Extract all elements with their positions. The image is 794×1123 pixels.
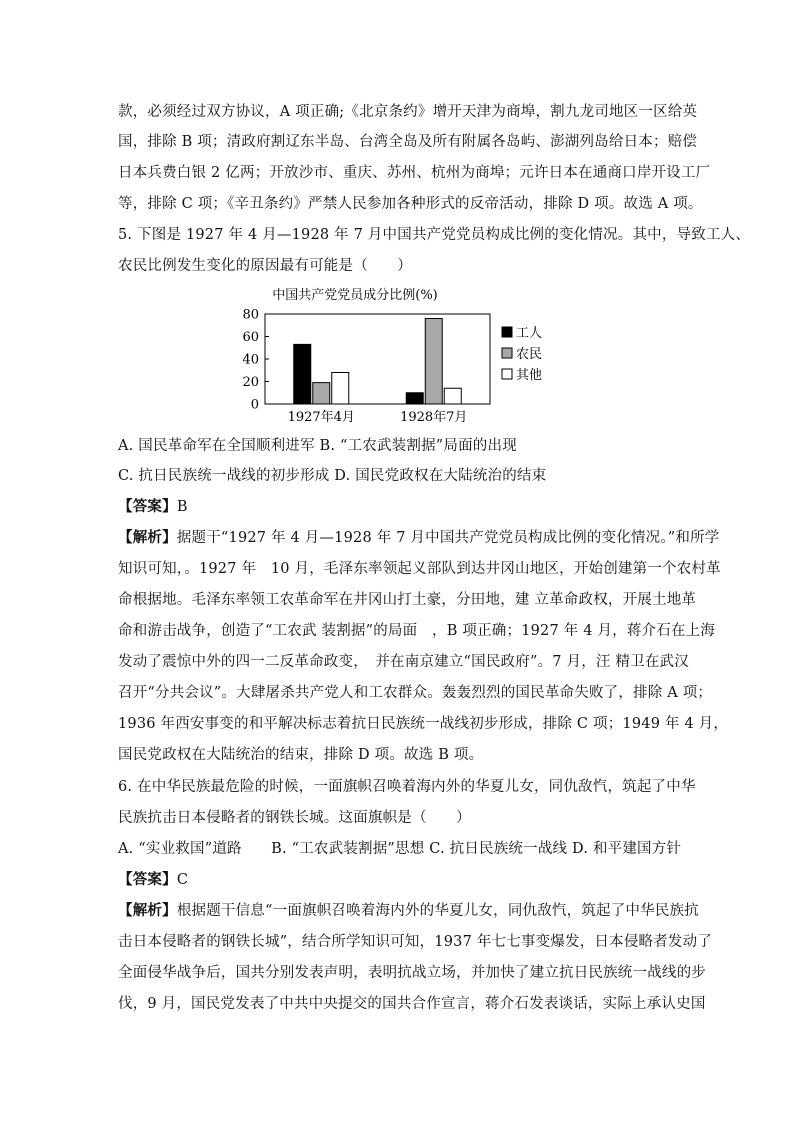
bar-工人-1927年4月 xyxy=(294,344,311,404)
bar-农民-1928年7月 xyxy=(425,319,442,405)
paragraph-line: 国，排除 B 项；清政府割辽东半岛、台湾全岛及所有附属各岛屿、澎湖列岛给日本；赔偿 xyxy=(118,134,698,150)
y-tick-label: 0 xyxy=(250,397,259,413)
question-6-stem: 6. 在中华民族最危险的时候，一面旗帜召唤着海内外的华夏儿女，同仇敌忾，筑起了中华 xyxy=(118,779,696,795)
question-5-options: C. 抗日民族统一战线的初步形成 D. 国民党政权在大陆统治的结束 xyxy=(118,468,547,484)
x-tick-label: 1927年4月 xyxy=(287,410,355,425)
analysis-line: 命根据地。毛泽东率领工农革命军在井冈山打土豪，分田地，建 立革命政权，开展土地革 xyxy=(118,592,697,608)
analysis-line: 伐，9 月，国民党发表了中共中央提交的国共合作宣言，蒋介石发表谈话，实际上承认史国 xyxy=(118,996,706,1012)
question-5-answer xyxy=(118,498,688,516)
bar-工人-1928年7月 xyxy=(406,393,423,404)
bar-农民-1927年4月 xyxy=(313,383,330,404)
chart-bars xyxy=(294,319,462,405)
question-6-analysis xyxy=(118,902,699,920)
analysis-line: 召开“分共会议”。大肆屠杀共产党人和工农群众。轰轰烈烈的国民革命失败了，排除 A 项； xyxy=(118,685,713,701)
y-tick-label: 40 xyxy=(242,352,259,368)
analysis-line: 知识可知，。1927 年 10 月，毛泽东率领起义部队到达井冈山地区，开始创建第一个农村革 xyxy=(118,561,721,577)
question-5-stem: 5. 下图是 1927 年 4 月—1928 年 7 月中国共产党党员构成比例的变化情况。其中，导致工人、 xyxy=(118,227,751,243)
question-5-analysis xyxy=(118,529,720,547)
question-6-answer xyxy=(118,871,688,889)
party-member-composition-chart xyxy=(230,284,560,432)
bar-其他-1928年7月 xyxy=(444,388,461,404)
analysis-line: 击日本侵略者的钢铁长城”，结合所学知识可知，1937 年七七事变爆发，日本侵略者发动了 xyxy=(118,934,713,950)
x-tick-label: 1928年7月 xyxy=(400,410,468,425)
analysis-line: 1936 年西安事变的和平解决标志着抗日民族统一战线初步形成，排除 C 项；1949 年 4 月， xyxy=(118,716,729,732)
analysis-tag: 【解析】 xyxy=(118,902,177,919)
analysis-tag: 【解析】 xyxy=(118,529,177,546)
analysis-line: 命和游击战争，创造了“工农武 装割据”的局面 ，B 项正确；1927 年 4 月，蒋介石在上海 xyxy=(118,623,716,639)
question-5-stem: 农民比例发生变化的原因最有可能是（ ） xyxy=(118,258,412,274)
paragraph-line: 款，必须经过双方协议，A 项正确;《北京条约》增开天津为商埠，割九龙司地区一区给英 xyxy=(118,104,698,120)
paragraph-line: 等，排除 C 项；《辛丑条约》严禁人民参加各种形式的反帝活动，排除 D 项。故选 A 项。 xyxy=(118,196,703,212)
bar-其他-1927年4月 xyxy=(332,373,349,405)
chart-x-ticks xyxy=(288,409,468,425)
analysis-text: 根据题干信息“一面旗帜召唤着海内外的华夏儿女，同仇敌忾，筑起了中华民族抗 xyxy=(176,903,699,919)
question-5-options: A. 国民革命军在全国顺利进军 B. “工农武装割据”局面的出现 xyxy=(118,438,517,454)
legend-label: 其他 xyxy=(516,368,543,383)
y-tick-label: 60 xyxy=(242,330,259,345)
y-tick-label: 20 xyxy=(242,375,259,390)
legend-swatch xyxy=(502,327,512,337)
answer-tag: 【答案】 xyxy=(118,498,177,515)
legend-swatch xyxy=(502,369,512,379)
analysis-line: 发动了震惊中外的四一二反革命政变， 并在南京建立“国民政府”。7 月，汪 精卫在武汉 xyxy=(118,654,689,670)
analysis-line: 全面侵华战争后，国共分别发表声明，表明抗战立场，并加快了建立抗日民族统一战线的步 xyxy=(118,965,706,981)
paragraph-line: 日本兵费白银 2 亿两；开放沙市、重庆、苏州、杭州为商埠；元许日本在通商口岸开设工厂 xyxy=(118,165,711,181)
question-6-options: A. “实业救国”道路 B. “工农武装割据”思想 C. 抗日民族统一战线 D. 和平建国方针 xyxy=(118,841,682,857)
question-6-stem: 民族抗击日本侵略者的钢铁长城。这面旗帜是（ ） xyxy=(118,810,471,826)
answer-value: B xyxy=(176,499,188,515)
legend-label: 工人 xyxy=(516,326,543,341)
legend-swatch xyxy=(502,348,512,358)
answer-tag: 【答案】 xyxy=(118,871,177,888)
analysis-text: 据题干“1927 年 4 月—1928 年 7 月中国共产党党员构成比例的变化情况。”和所学 xyxy=(176,530,720,546)
chart-legend xyxy=(502,326,542,383)
analysis-line: 国民党政权在大陆统治的结束，排除 D 项。故选 B 项。 xyxy=(118,747,484,763)
legend-label: 农民 xyxy=(516,347,543,362)
chart-title: 中国共产党党员成分比例(%) xyxy=(272,288,438,303)
answer-value: C xyxy=(176,872,189,888)
y-tick-label: 80 xyxy=(242,307,259,323)
